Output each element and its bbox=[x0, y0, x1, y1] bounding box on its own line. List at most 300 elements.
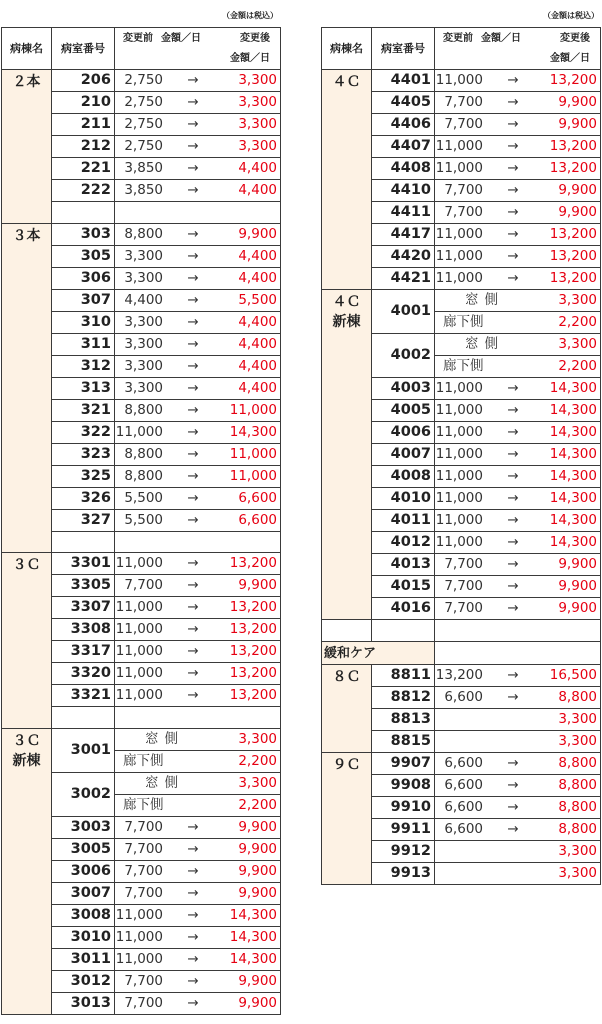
room-number: 206 bbox=[52, 70, 115, 92]
section-label: 緩和ケア bbox=[322, 641, 435, 664]
room-number: 3010 bbox=[52, 927, 115, 949]
spacer-row bbox=[322, 620, 601, 642]
old-price: 6,600 bbox=[444, 820, 483, 837]
old-price: 11,000 bbox=[435, 248, 483, 264]
price-cell bbox=[435, 136, 601, 158]
arrow-icon: → bbox=[507, 490, 519, 506]
room-number: 3008 bbox=[52, 905, 115, 927]
old-price: 7,700 bbox=[124, 995, 163, 1012]
room-number: 3005 bbox=[52, 839, 115, 861]
old-price: 7,700 bbox=[124, 885, 163, 902]
header-unit: 金額／日 bbox=[161, 32, 201, 44]
old-price: 11,000 bbox=[435, 402, 483, 418]
arrow-icon: → bbox=[507, 94, 519, 110]
new-price: 8,800 bbox=[558, 754, 597, 771]
old-price: 11,000 bbox=[115, 555, 163, 572]
table-row bbox=[2, 70, 281, 92]
price-cell bbox=[435, 444, 601, 466]
room-number: 3308 bbox=[52, 619, 115, 641]
arrow-icon: → bbox=[187, 357, 199, 374]
arrow-icon: → bbox=[187, 599, 199, 616]
new-price: 14,300 bbox=[549, 490, 597, 506]
price-cell bbox=[435, 774, 601, 796]
arrow-icon: → bbox=[187, 621, 199, 638]
room-number: 307 bbox=[52, 289, 115, 311]
room-number: 3007 bbox=[52, 883, 115, 905]
old-price: 7,700 bbox=[124, 973, 163, 990]
room-number: 311 bbox=[52, 333, 115, 355]
new-price: 14,300 bbox=[549, 446, 597, 462]
room-number: 4001 bbox=[372, 290, 435, 334]
room-number: 306 bbox=[52, 267, 115, 289]
new-price: 3,300 bbox=[238, 731, 277, 748]
old-price: 7,700 bbox=[444, 600, 483, 616]
new-price: 13,200 bbox=[549, 226, 597, 242]
room-number: 4411 bbox=[372, 202, 435, 224]
new-price: 4,400 bbox=[238, 313, 277, 330]
old-price: 3,300 bbox=[124, 313, 163, 330]
new-price: 14,300 bbox=[229, 907, 277, 924]
arrow-icon: → bbox=[187, 687, 199, 704]
ward-label: ９Ｃ bbox=[332, 756, 361, 773]
room-number: 4005 bbox=[372, 400, 435, 422]
old-price: 13,200 bbox=[435, 666, 483, 683]
room-number: 8813 bbox=[372, 708, 435, 730]
arrow-icon: → bbox=[187, 182, 199, 198]
old-price: 11,000 bbox=[115, 423, 163, 440]
new-price: 4,400 bbox=[238, 269, 277, 286]
price-cell bbox=[435, 290, 601, 312]
new-price: 9,900 bbox=[558, 94, 597, 110]
room-number: 4406 bbox=[372, 114, 435, 136]
price-cell bbox=[435, 158, 601, 180]
arrow-icon: → bbox=[507, 666, 519, 683]
table-row bbox=[322, 752, 601, 774]
price-cell bbox=[435, 576, 601, 598]
price-cell bbox=[435, 708, 601, 730]
room-number: 8812 bbox=[372, 686, 435, 708]
new-price: 8,800 bbox=[558, 776, 597, 793]
price-cell bbox=[435, 268, 601, 290]
ward-name bbox=[2, 223, 52, 553]
arrow-icon: → bbox=[187, 973, 199, 990]
new-price: 13,200 bbox=[549, 72, 597, 88]
old-price: 2,750 bbox=[124, 72, 163, 88]
price-cell bbox=[115, 421, 281, 443]
arrow-icon: → bbox=[187, 247, 199, 264]
empty-cell bbox=[52, 707, 115, 729]
new-price: 3,300 bbox=[238, 116, 277, 132]
header-before: 変更前 bbox=[443, 32, 473, 44]
price-cell bbox=[115, 399, 281, 421]
room-number: 8815 bbox=[372, 730, 435, 752]
new-price: 6,600 bbox=[238, 489, 277, 506]
ward-label: ２本 bbox=[12, 74, 41, 90]
old-price: 3,300 bbox=[124, 247, 163, 264]
room-number: 221 bbox=[52, 158, 115, 180]
ward-sublabel: 新棟 bbox=[12, 753, 41, 770]
room-number: 4421 bbox=[372, 268, 435, 290]
price-cell bbox=[435, 114, 601, 136]
old-price: 6,600 bbox=[444, 798, 483, 815]
header-price bbox=[115, 28, 281, 70]
price-cell bbox=[435, 664, 601, 686]
new-price: 13,200 bbox=[229, 621, 277, 638]
old-price: 11,000 bbox=[435, 446, 483, 462]
old-price: 11,000 bbox=[115, 951, 163, 968]
empty-cell bbox=[372, 620, 435, 642]
room-number: 3006 bbox=[52, 861, 115, 883]
new-price: 11,000 bbox=[229, 401, 277, 418]
price-cell bbox=[115, 487, 281, 509]
room-number: 4011 bbox=[372, 510, 435, 532]
room-number: 313 bbox=[52, 377, 115, 399]
arrow-icon: → bbox=[507, 182, 519, 198]
old-price: 11,000 bbox=[115, 599, 163, 616]
price-cell bbox=[115, 465, 281, 487]
old-price: 8,800 bbox=[124, 467, 163, 484]
room-number: 4010 bbox=[372, 488, 435, 510]
new-price: 14,300 bbox=[549, 402, 597, 418]
room-number: 322 bbox=[52, 421, 115, 443]
room-number: 3301 bbox=[52, 553, 115, 575]
new-price: 16,500 bbox=[549, 666, 597, 683]
new-price: 13,200 bbox=[229, 687, 277, 704]
room-number: 4003 bbox=[372, 378, 435, 400]
arrow-icon: → bbox=[187, 577, 199, 594]
new-price: 9,900 bbox=[238, 885, 277, 902]
old-price: 5,500 bbox=[124, 489, 163, 506]
price-cell bbox=[115, 597, 281, 619]
price-cell bbox=[115, 817, 281, 839]
table-row bbox=[322, 664, 601, 686]
old-price: 11,000 bbox=[115, 687, 163, 704]
arrow-icon: → bbox=[507, 380, 519, 396]
room-number: 3321 bbox=[52, 685, 115, 707]
room-number: 321 bbox=[52, 399, 115, 421]
old-price: 6,600 bbox=[444, 754, 483, 771]
arrow-icon: → bbox=[507, 798, 519, 815]
new-price: 9,900 bbox=[558, 182, 597, 198]
price-cell bbox=[435, 92, 601, 114]
new-price: 3,300 bbox=[238, 94, 277, 110]
room-number: 3013 bbox=[52, 993, 115, 1015]
price-cell bbox=[115, 927, 281, 949]
price-cell bbox=[115, 861, 281, 883]
price-cell bbox=[435, 532, 601, 554]
empty-cell bbox=[52, 531, 115, 553]
price-cell bbox=[435, 862, 601, 884]
price-cell bbox=[435, 796, 601, 818]
new-price: 9,900 bbox=[238, 577, 277, 594]
old-price: 3,850 bbox=[124, 160, 163, 176]
room-number: 4006 bbox=[372, 422, 435, 444]
old-price: 7,700 bbox=[124, 841, 163, 858]
price-cell bbox=[115, 795, 281, 817]
table-row bbox=[2, 729, 281, 751]
arrow-icon: → bbox=[187, 445, 199, 462]
section-row bbox=[322, 641, 601, 664]
header-after: 変更後 bbox=[560, 32, 590, 44]
old-price: 11,000 bbox=[435, 380, 483, 396]
room-number: 212 bbox=[52, 136, 115, 158]
old-price: 7,700 bbox=[444, 204, 483, 220]
new-price: 9,900 bbox=[238, 841, 277, 858]
room-number: 9908 bbox=[372, 774, 435, 796]
empty-cell bbox=[115, 707, 281, 729]
price-cell bbox=[435, 752, 601, 774]
price-cell bbox=[435, 686, 601, 708]
new-price: 2,200 bbox=[558, 314, 597, 330]
old-price: 11,000 bbox=[115, 665, 163, 682]
arrow-icon: → bbox=[187, 94, 199, 110]
arrow-icon: → bbox=[187, 841, 199, 858]
empty-cell bbox=[322, 620, 372, 642]
price-cell bbox=[115, 685, 281, 707]
old-price: 2,750 bbox=[124, 94, 163, 110]
price-cell bbox=[115, 905, 281, 927]
new-price: 9,900 bbox=[558, 600, 597, 616]
tax-note: （金額は税込） bbox=[222, 11, 278, 20]
price-cell bbox=[115, 641, 281, 663]
arrow-icon: → bbox=[187, 665, 199, 682]
room-number: 4408 bbox=[372, 158, 435, 180]
ward-label: ３Ｃ bbox=[12, 733, 41, 750]
room-number: 211 bbox=[52, 114, 115, 136]
price-cell bbox=[435, 400, 601, 422]
room-number: 4417 bbox=[372, 224, 435, 246]
arrow-icon: → bbox=[507, 578, 519, 594]
price-cell bbox=[435, 510, 601, 532]
arrow-icon: → bbox=[187, 951, 199, 968]
header-ward: 病棟名 bbox=[322, 28, 372, 70]
new-price: 9,900 bbox=[238, 995, 277, 1012]
room-number: 310 bbox=[52, 311, 115, 333]
new-price: 3,300 bbox=[238, 775, 277, 792]
new-price: 3,300 bbox=[238, 72, 277, 88]
old-price: 7,700 bbox=[124, 577, 163, 594]
room-number: 4405 bbox=[372, 92, 435, 114]
header-room: 病室番号 bbox=[372, 28, 435, 70]
price-cell bbox=[115, 355, 281, 377]
arrow-icon: → bbox=[187, 72, 199, 88]
ward-label: ３Ｃ bbox=[12, 557, 41, 574]
new-price: 9,900 bbox=[238, 225, 277, 242]
old-price: 11,000 bbox=[435, 490, 483, 506]
room-number: 3307 bbox=[52, 597, 115, 619]
price-cell bbox=[435, 202, 601, 224]
price-cell bbox=[435, 312, 601, 334]
new-price: 3,300 bbox=[558, 336, 597, 352]
old-price: 8,800 bbox=[124, 225, 163, 242]
bed-side-label: 窓側 bbox=[465, 336, 504, 352]
old-price: 11,000 bbox=[115, 929, 163, 946]
tax-note: （金額は税込） bbox=[543, 11, 599, 20]
new-price: 14,300 bbox=[549, 468, 597, 484]
new-price: 13,200 bbox=[229, 599, 277, 616]
arrow-icon: → bbox=[507, 402, 519, 418]
price-cell bbox=[115, 839, 281, 861]
arrow-icon: → bbox=[507, 116, 519, 132]
old-price: 7,700 bbox=[124, 819, 163, 836]
new-price: 6,600 bbox=[238, 511, 277, 528]
new-price: 9,900 bbox=[558, 556, 597, 572]
price-cell bbox=[115, 883, 281, 905]
price-cell bbox=[115, 114, 281, 136]
price-cell bbox=[115, 245, 281, 267]
arrow-icon: → bbox=[507, 160, 519, 176]
room-number: 8811 bbox=[372, 664, 435, 686]
empty-cell bbox=[115, 531, 281, 553]
price-cell bbox=[435, 224, 601, 246]
new-price: 8,800 bbox=[558, 798, 597, 815]
new-price: 13,200 bbox=[549, 160, 597, 176]
old-price: 11,000 bbox=[435, 512, 483, 528]
ward-name bbox=[2, 553, 52, 729]
arrow-icon: → bbox=[507, 600, 519, 616]
room-number: 326 bbox=[52, 487, 115, 509]
new-price: 2,200 bbox=[558, 358, 597, 374]
arrow-icon: → bbox=[507, 72, 519, 88]
price-cell bbox=[115, 751, 281, 773]
header-price bbox=[435, 28, 601, 70]
new-price: 2,200 bbox=[238, 797, 277, 814]
header-before: 変更前 bbox=[123, 32, 153, 44]
arrow-icon: → bbox=[507, 446, 519, 462]
arrow-icon: → bbox=[187, 885, 199, 902]
arrow-icon: → bbox=[187, 467, 199, 484]
arrow-icon: → bbox=[187, 291, 199, 308]
empty-cell bbox=[115, 202, 281, 224]
new-price: 9,900 bbox=[238, 819, 277, 836]
arrow-icon: → bbox=[187, 401, 199, 418]
bed-side-label: 窓側 bbox=[145, 775, 184, 792]
new-price: 14,300 bbox=[549, 380, 597, 396]
new-price: 4,400 bbox=[238, 335, 277, 352]
old-price: 11,000 bbox=[115, 621, 163, 638]
arrow-icon: → bbox=[187, 995, 199, 1012]
new-price: 13,200 bbox=[229, 555, 277, 572]
ward-label: ８Ｃ bbox=[332, 668, 361, 685]
ward-label: ４Ｃ bbox=[332, 294, 361, 310]
old-price: 7,700 bbox=[444, 556, 483, 572]
arrow-icon: → bbox=[187, 489, 199, 506]
price-cell bbox=[435, 840, 601, 862]
new-price: 3,300 bbox=[558, 292, 597, 308]
price-cell bbox=[115, 289, 281, 311]
old-price: 11,000 bbox=[435, 138, 483, 154]
bed-side-label: 廊下側 bbox=[443, 358, 484, 374]
price-cell bbox=[115, 993, 281, 1015]
new-price: 9,900 bbox=[238, 973, 277, 990]
price-cell bbox=[435, 180, 601, 202]
old-price: 6,600 bbox=[444, 776, 483, 793]
new-price: 2,200 bbox=[238, 753, 277, 770]
new-price: 9,900 bbox=[558, 116, 597, 132]
ward-sublabel: 新棟 bbox=[332, 314, 361, 330]
bed-side-label: 窓側 bbox=[465, 292, 504, 308]
price-cell bbox=[435, 378, 601, 400]
arrow-icon: → bbox=[187, 819, 199, 836]
room-number: 4407 bbox=[372, 136, 435, 158]
room-number: 325 bbox=[52, 465, 115, 487]
header-after: 変更後 bbox=[240, 32, 270, 44]
arrow-icon: → bbox=[187, 116, 199, 132]
old-price: 5,500 bbox=[124, 511, 163, 528]
price-cell bbox=[115, 70, 281, 92]
arrow-icon: → bbox=[187, 643, 199, 660]
header-ward: 病棟名 bbox=[2, 28, 52, 70]
price-cell bbox=[115, 311, 281, 333]
arrow-icon: → bbox=[507, 534, 519, 550]
new-price: 4,400 bbox=[238, 160, 277, 176]
arrow-icon: → bbox=[507, 556, 519, 572]
old-price: 11,000 bbox=[115, 643, 163, 660]
header-unit: 金額／日 bbox=[230, 52, 270, 64]
new-price: 11,000 bbox=[229, 467, 277, 484]
arrow-icon: → bbox=[187, 313, 199, 330]
arrow-icon: → bbox=[187, 511, 199, 528]
arrow-icon: → bbox=[187, 379, 199, 396]
ward-label: ３本 bbox=[12, 227, 41, 244]
new-price: 14,300 bbox=[229, 951, 277, 968]
price-cell bbox=[115, 180, 281, 202]
room-number: 3305 bbox=[52, 575, 115, 597]
header-unit: 金額／日 bbox=[550, 52, 590, 64]
empty-cell bbox=[52, 202, 115, 224]
price-cell bbox=[115, 619, 281, 641]
new-price: 3,300 bbox=[238, 138, 277, 154]
old-price: 11,000 bbox=[435, 270, 483, 286]
arrow-icon: → bbox=[507, 424, 519, 440]
old-price: 3,300 bbox=[124, 357, 163, 374]
price-cell bbox=[115, 377, 281, 399]
new-price: 3,300 bbox=[558, 842, 597, 859]
ward-name bbox=[322, 70, 372, 290]
price-cell bbox=[115, 575, 281, 597]
room-number: 4015 bbox=[372, 576, 435, 598]
arrow-icon: → bbox=[187, 423, 199, 440]
arrow-icon: → bbox=[187, 555, 199, 572]
price-cell bbox=[115, 553, 281, 575]
price-cell bbox=[115, 509, 281, 531]
room-number: 303 bbox=[52, 223, 115, 245]
new-price: 3,300 bbox=[558, 864, 597, 881]
new-price: 4,400 bbox=[238, 247, 277, 264]
old-price: 7,700 bbox=[444, 578, 483, 594]
new-price: 9,900 bbox=[238, 863, 277, 880]
room-number: 4008 bbox=[372, 466, 435, 488]
new-price: 11,000 bbox=[229, 445, 277, 462]
room-number: 9911 bbox=[372, 818, 435, 840]
room-number: 4401 bbox=[372, 70, 435, 92]
arrow-icon: → bbox=[507, 754, 519, 771]
new-price: 9,900 bbox=[558, 204, 597, 220]
room-number: 312 bbox=[52, 355, 115, 377]
price-cell bbox=[115, 949, 281, 971]
room-number: 9912 bbox=[372, 840, 435, 862]
arrow-icon: → bbox=[187, 929, 199, 946]
arrow-icon: → bbox=[187, 138, 199, 154]
arrow-icon: → bbox=[507, 270, 519, 286]
old-price: 4,400 bbox=[124, 291, 163, 308]
new-price: 14,300 bbox=[549, 424, 597, 440]
room-number: 4420 bbox=[372, 246, 435, 268]
price-cell bbox=[115, 267, 281, 289]
price-cell bbox=[435, 730, 601, 752]
new-price: 8,800 bbox=[558, 688, 597, 705]
price-cell bbox=[435, 554, 601, 576]
